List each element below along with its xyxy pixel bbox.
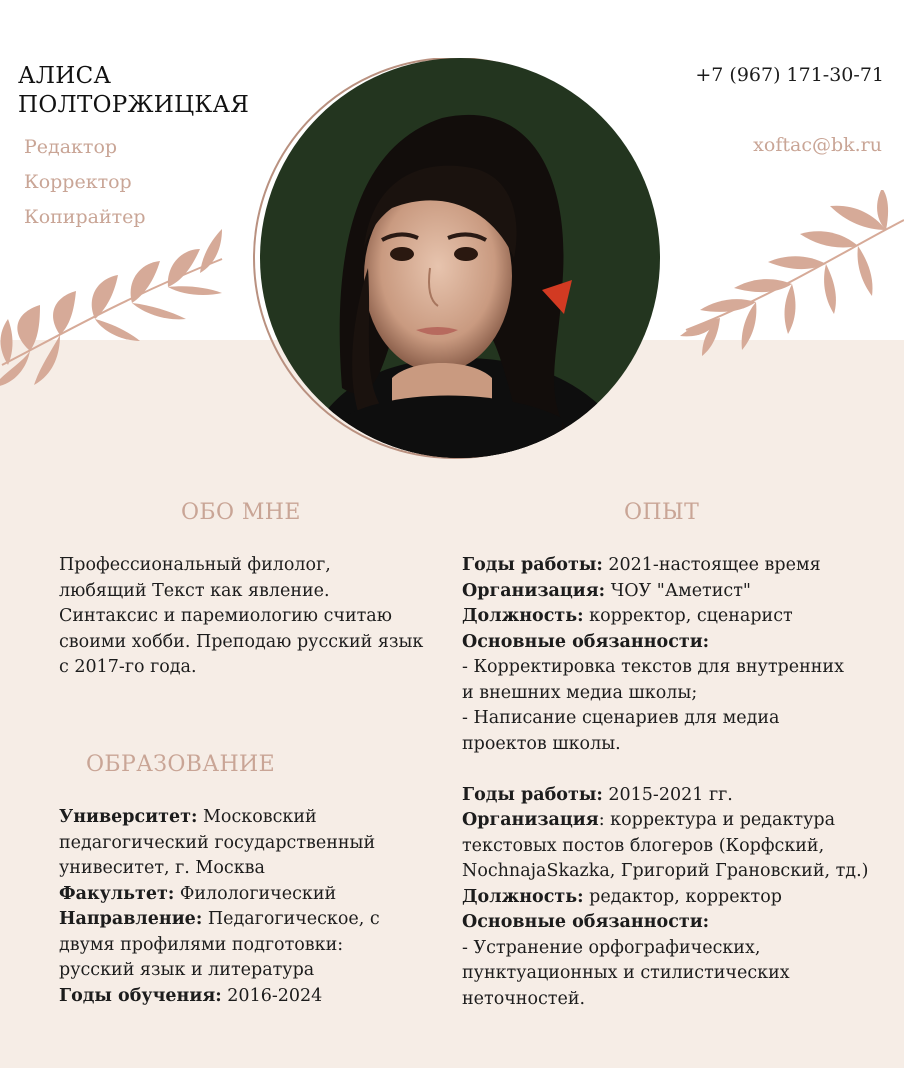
role-item: Редактор (24, 136, 118, 158)
phone-number: +7 (967) 171-30-71 (695, 64, 884, 86)
duty-line: проектов школы. (462, 733, 621, 754)
duty-line: - Устранение орфографических, (462, 937, 761, 958)
education-title: ОБРАЗОВАНИЕ (86, 752, 276, 777)
faculty-value: Филологический (174, 883, 337, 904)
about-line: своими хобби. Преподаю русский язык (59, 631, 424, 652)
direction-value-line: русский язык и литература (59, 960, 315, 980)
university-value-line: педагогический государственный (59, 832, 376, 853)
university-value: Московский (197, 807, 317, 827)
last-name: ПОЛТОРЖИЦКАЯ (18, 92, 250, 118)
work-years-label: Годы работы: (462, 784, 603, 805)
organization-label: Организация: (462, 580, 606, 601)
duties-label: Основные обязанности: (462, 912, 710, 932)
role-item: Корректор (24, 171, 132, 193)
direction-label: Направление: (59, 909, 203, 929)
right-branch-decoration (676, 190, 904, 370)
roles-list (24, 130, 146, 235)
organization-value: : корректура и редактура (598, 810, 836, 830)
about-line: с 2017-го года. (59, 657, 197, 677)
direction-value: Педагогическое, с (202, 909, 380, 929)
position-label: Должность: (462, 886, 584, 907)
education-text (59, 805, 439, 1009)
duty-line: пунктуационных и стилистических (462, 963, 790, 983)
first-name: АЛИСА (18, 63, 112, 89)
duty-line: неточностей. (462, 988, 586, 1009)
email-address: xoftac@bk.ru (753, 134, 882, 156)
left-branch-decoration (0, 215, 230, 395)
duty-line: и внешних медиа школы; (462, 682, 698, 703)
duties-label: Основные обязанности: (462, 631, 710, 652)
about-line: любящий Текст как явление. (59, 580, 330, 601)
study-years-value: 2016-2024 (221, 985, 323, 1006)
work-years-label: Годы работы: (462, 555, 603, 575)
organization-label: Организация (462, 810, 599, 830)
study-years-label: Годы обучения: (59, 985, 222, 1006)
position-label: Должность: (462, 606, 584, 626)
about-line: Синтаксис и паремиологию считаю (59, 606, 392, 626)
full-name (18, 62, 249, 120)
about-line: Профессиональный филолог, (59, 555, 331, 575)
profile-photo (242, 58, 662, 460)
position-value: корректор, сценарист (583, 606, 793, 626)
experience-text (462, 553, 902, 1012)
direction-value-line: двумя профилями подготовки: (59, 934, 344, 955)
organization-value-line: текстовых постов блогеров (Корфский, (462, 835, 825, 856)
duty-line: - Написание сценариев для медиа (462, 708, 780, 728)
about-title: ОБО МНЕ (181, 500, 301, 525)
organization-value: ЧОУ "Аметист" (605, 580, 751, 601)
university-value-line: унивеситет, г. Москва (59, 858, 265, 878)
organization-value-line: NochnajaSkazka, Григорий Грановский, тд.) (462, 861, 869, 881)
about-text (59, 553, 439, 681)
work-years-value: 2021-настоящее время (602, 555, 821, 575)
spacer (462, 757, 902, 783)
work-years-value: 2015-2021 гг. (602, 784, 733, 805)
duty-line: - Корректировка текстов для внутренних (462, 657, 844, 677)
experience-title: ОПЫТ (624, 500, 700, 525)
faculty-label: Факультет: (59, 883, 175, 904)
position-value: редактор, корректор (583, 886, 782, 907)
role-item: Копирайтер (24, 206, 146, 228)
university-label: Университет: (59, 807, 198, 827)
